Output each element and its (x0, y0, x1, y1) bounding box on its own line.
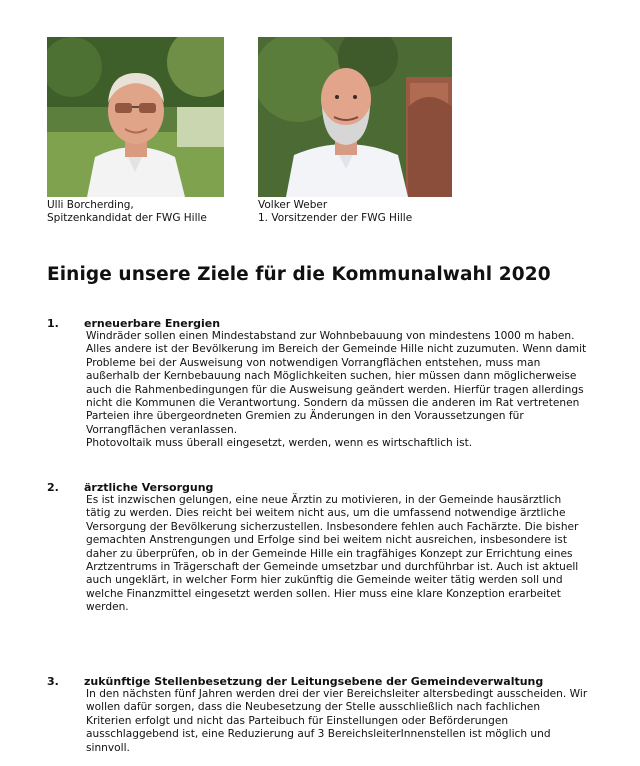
body-line: Alles andere ist der Bevölkerung im Bereich der Gemeinde Hille nicht zuzumuten. Wenn damit (86, 343, 587, 356)
item-body (86, 494, 631, 615)
body-line: In den nächsten fünf Jahren werden drei der vier Bereichsleiter altersbedingt ausscheiden. Wir (86, 688, 588, 700)
portrait-photo-ulli-borcherding (47, 37, 224, 197)
portrait-photo-volker-weber (258, 37, 452, 197)
caption-volker-weber (258, 199, 412, 225)
body-line: Probleme bei der Ausweisung von notwendigen Vorrangflächen entstehen, muss man (86, 356, 541, 369)
item-body (86, 330, 631, 451)
body-line: Es ist inzwischen gelungen, eine neue Ärztin zu motivieren, in der Gemeinde hausärztlich (86, 494, 562, 506)
body-line: Parteien ihre übergeordneten Gremien zu Änderungen in den Voraussetzungen für (86, 410, 524, 423)
item-number: 1. (47, 317, 59, 330)
body-line: tätig zu werden. Dies reicht bei weitem nicht aus, um die umfassend notwendige ärztliche (86, 507, 566, 520)
body-line: sinnvoll. (86, 741, 130, 754)
body-line: ausschlaggebend ist, eine Reduzierung auf 3 BereichsleiterInnenstellen ist möglich und (86, 728, 551, 741)
body-line: Vorrangflächen veranlassen. (86, 423, 238, 436)
page-title: Einige unsere Ziele für die Kommunalwahl 2020 (47, 264, 551, 285)
item-number: 2. (47, 481, 59, 494)
item-title: zukünftige Stellenbesetzung der Leitungsebene der Gemeindeverwaltung (84, 675, 544, 688)
person-name: Ulli Borcherding, (47, 199, 134, 211)
body-line: wollen dafür sorgen, dass die Neubesetzung der Stelle ausschließlich nach fachlichen (86, 701, 541, 714)
body-line: Versorgung der Bevölkerung sicherzustellen. Insbesondere fehlen auch Fachärzte. Die bisher (86, 520, 579, 533)
person-role: 1. Vorsitzender der FWG Hille (258, 212, 413, 224)
item-title: erneuerbare Energien (84, 317, 221, 330)
person-name: Volker Weber (258, 199, 328, 211)
body-line: Arztzentrums in Trägerschaft der Gemeinde umsetzbar und durchführbar ist. Auch ist aktuell (86, 561, 579, 574)
body-line: daher zu überprüfen, ob in der Gemeinde Hille ein tragfähiges Konzept zur Errichtung eines (86, 547, 573, 560)
body-line: welche Finanzmittel eingesetzt werden sollen. Hier muss eine klare Konzeption erarbeitet (86, 587, 561, 600)
caption-ulli-borcherding (47, 199, 207, 225)
body-line: nicht die Kommunen die Verantwortung. Sondern da müssen die anderen im Rat vertretenen (86, 397, 580, 410)
item-title: ärztliche Versorgung (84, 481, 214, 494)
body-line: auch die Rahmenbedingungen für die Ausweisung geändert werden. Hierfür tragen allerdings (86, 383, 584, 396)
body-line: gemachten Anstrengungen und Erfolge sind bei weitem nicht ausreichen, insbesondere ist (86, 534, 567, 547)
body-line: werden. (86, 601, 129, 614)
body-line: Photovoltaik muss überall eingesetzt, werden, wenn es wirtschaftlich ist. (86, 437, 473, 450)
item-number: 3. (47, 675, 59, 688)
body-line: auch ungeklärt, in welcher Form hier zukünftig die Gemeinde weiter tätig werden soll und (86, 574, 563, 587)
person-role: Spitzenkandidat der FWG Hille (47, 212, 207, 224)
body-line: außerhalb der Kernbebauung nach Möglichkeiten suchen, hier müssen dann möglicherweise (86, 370, 577, 383)
item-body (86, 688, 631, 755)
body-line: Kriterien erfolgt und nicht das Parteibuch für Einstellungen oder Beförderungen (86, 714, 509, 727)
body-line: Windräder sollen einen Mindestabstand zur Wohnbebauung von mindestens 1000 m haben. (86, 330, 575, 342)
